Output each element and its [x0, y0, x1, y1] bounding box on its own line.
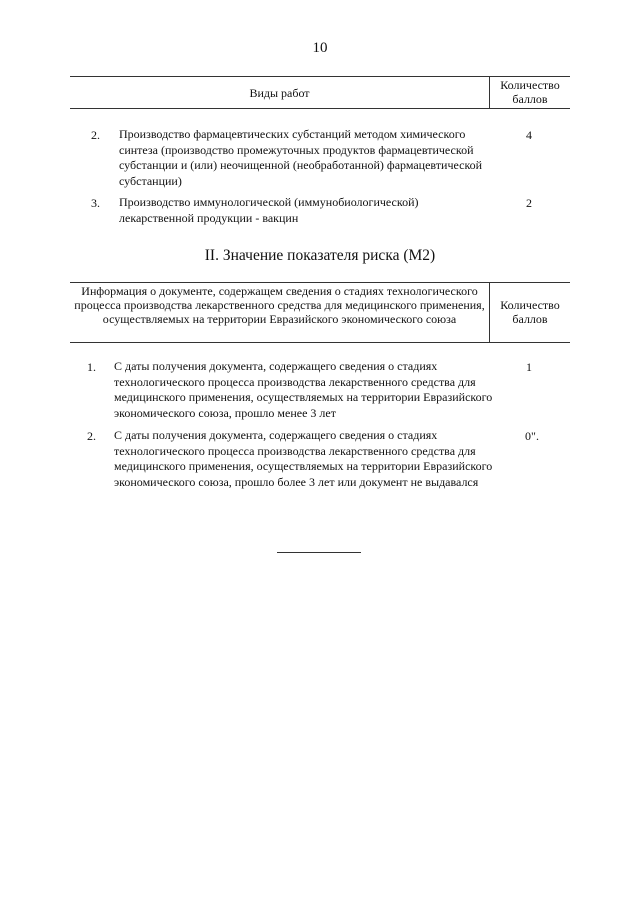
table1-row-1-number: 2. — [91, 128, 100, 142]
table1-header-work-types: Виды работ — [249, 86, 310, 100]
table2-row-2-number: 2. — [87, 429, 96, 443]
table2-row-1-text: С даты получения документа, содержащего сведения о стадиях технологического процесса производства лекарственного средства для медицинского применения, осуществляемых на территории Евразийского экономического союза, прошло менее 3 лет — [114, 359, 493, 420]
table2-row-2-score: 0". — [525, 429, 539, 443]
table1-row-2-number: 3. — [91, 196, 100, 210]
table2-row-2-text: С даты получения документа, содержащего сведения о стадиях технологического процесса производства лекарственного средства для медицинского применения, осуществляемых на территории Евразийского экономического союза, прошло более 3 лет или документ не выдавался — [114, 428, 493, 489]
page-number: 10 — [312, 40, 328, 56]
table2-header-document-info: Информация о документе, содержащем сведения о стадиях технологического процесса производства лекарственного средства для медицинского применения, осуществляемых на территории Евразийского экономического союза — [74, 284, 485, 326]
table1-header-score: Количество баллов — [500, 78, 560, 106]
table1-header — [70, 76, 570, 109]
table2-row-1-score: 1 — [526, 360, 532, 374]
table1-row-2-score: 2 — [526, 196, 532, 210]
table1-row-1-text: Производство фармацевтических субстанций методом химического синтеза (производство промежуточных продуктов фармацевтической субстанции и (или) неочищенной (необработанной) фармацевтической субстанции) — [119, 127, 483, 188]
table2-header — [70, 282, 570, 343]
section-title: II. Значение показателя риска (М2) — [204, 247, 436, 264]
end-of-document-line — [277, 552, 361, 553]
table1-row-1-score: 4 — [526, 128, 532, 142]
table2-header-score: Количество баллов — [500, 298, 560, 326]
table2-row-1-number: 1. — [87, 360, 96, 374]
table1-row-2-text: Производство иммунологической (иммунобиологической) лекарственной продукции - вакцин — [119, 195, 419, 225]
